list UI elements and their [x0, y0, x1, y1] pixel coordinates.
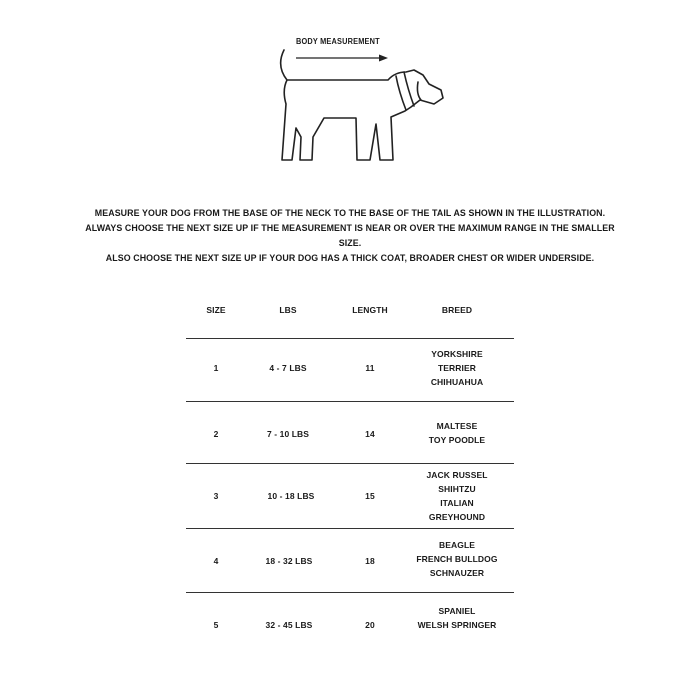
table-row-1-size: 1 — [213, 363, 219, 373]
row-divider — [186, 401, 514, 402]
table-row-2-size: 2 — [213, 429, 219, 439]
breed-name: SPANIEL — [438, 606, 476, 616]
breed-name: JACK RUSSEL — [426, 470, 488, 480]
body-measurement-label: BODY MEASUREMENT — [296, 37, 380, 46]
table-row-1-length: 11 — [365, 363, 375, 373]
table-row-5-length: 20 — [365, 620, 375, 630]
breed-name: TERRIER — [437, 363, 476, 373]
table-row-2-length: 14 — [365, 429, 375, 439]
breed-name: SCHNAUZER — [429, 568, 485, 578]
breed-name: ITALIAN — [440, 498, 474, 508]
row-divider — [186, 592, 514, 593]
instruction-line: ALSO CHOOSE THE NEXT SIZE UP IF YOUR DOG HAS A THICK COAT, BROADER CHEST OR WIDER UNDERSIDE. — [105, 253, 595, 264]
dog-measurement-illustration — [270, 30, 460, 170]
table-row-3-lbs: 10 - 18 LBS — [267, 491, 315, 501]
header-lbs: LBS — [279, 305, 297, 315]
breed-name: TOY POODLE — [428, 435, 486, 445]
table-row-4-size: 4 — [213, 556, 219, 566]
breed-name: FRENCH BULLDOG — [416, 554, 498, 564]
table-row-2-breed — [392, 419, 522, 447]
instruction-line: ALWAYS CHOOSE THE NEXT SIZE UP IF THE MEASUREMENT IS NEAR OR OVER THE MAXIMUM RANGE IN THE SMALLER SIZE. — [85, 223, 615, 249]
dog-outline-icon — [281, 50, 443, 160]
header-size: SIZE — [206, 305, 226, 315]
table-row-5-breed — [392, 604, 522, 632]
breed-name: MALTESE — [436, 421, 478, 431]
table-row-2-lbs: 7 - 10 LBS — [266, 429, 310, 439]
table-row-4-length: 18 — [365, 556, 375, 566]
table-row-3-size: 3 — [213, 491, 219, 501]
breed-name: BEAGLE — [438, 540, 476, 550]
table-row-5-size: 5 — [213, 620, 219, 630]
header-length: LENGTH — [352, 305, 388, 315]
breed-name: WELSH SPRINGER — [417, 620, 497, 630]
row-divider — [186, 338, 514, 339]
table-row-5-lbs: 32 - 45 LBS — [265, 620, 313, 630]
breed-name: GREYHOUND — [428, 512, 486, 522]
table-row-3-breed — [392, 468, 522, 524]
row-divider — [186, 463, 514, 464]
measurement-arrow-icon — [296, 55, 388, 62]
table-row-4-breed — [392, 538, 522, 580]
row-divider — [186, 528, 514, 529]
measuring-instructions — [60, 206, 640, 266]
breed-name: CHIHUAHUA — [430, 377, 484, 387]
breed-name: SHIHTZU — [438, 484, 476, 494]
header-breed: BREED — [441, 305, 473, 315]
table-row-3-length: 15 — [365, 491, 375, 501]
table-row-1-lbs: 4 - 7 LBS — [269, 363, 307, 373]
instruction-line: MEASURE YOUR DOG FROM THE BASE OF THE NECK TO THE BASE OF THE TAIL AS SHOWN IN THE ILLUSTRATION. — [94, 208, 606, 219]
table-row-1-breed — [392, 347, 522, 389]
table-row-4-lbs: 18 - 32 LBS — [265, 556, 313, 566]
breed-name: YORKSHIRE — [431, 349, 483, 359]
